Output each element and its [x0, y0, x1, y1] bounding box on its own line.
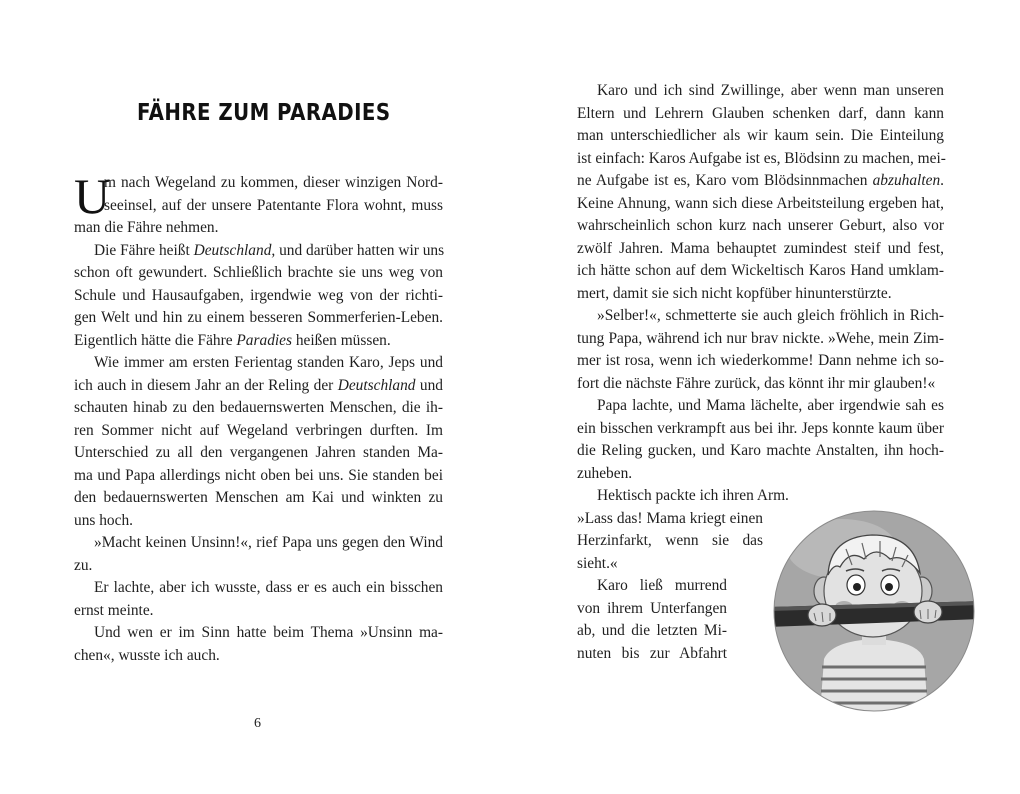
text-span: Unterschied zu all den vergangenen Jahren standen Ma- [74, 444, 443, 461]
text-line [74, 330, 443, 353]
text-span: Karo ließ murrend [597, 577, 727, 594]
text-span: ich auch in diesem Jahr an der Reling der [74, 376, 338, 394]
text-span: ren Sommer nicht auf Wegeland verbringen durften. Im [74, 421, 443, 439]
text-span: ein bisschen verkrampft aus bei ihr. Jeps konnte kaum über [577, 419, 944, 437]
text-span: den bedauernswerten Menschen am Kai und winkten zu [74, 489, 443, 506]
text-span: man unterschiedlicher als wir kaum sein. Die Einteilung [577, 127, 944, 144]
right-page [510, 0, 1020, 794]
text-line [577, 395, 944, 418]
text-line [577, 373, 944, 396]
text-span: Und wen er im Sinn hatte beim Thema »Unsinn ma- [94, 624, 443, 641]
text-line [577, 215, 944, 238]
text-span: ernst meinte. [74, 601, 154, 619]
text-span: . [940, 172, 944, 189]
text-line [577, 305, 944, 328]
text-span: zuheben. [577, 464, 633, 482]
text-span: zu. [74, 556, 93, 574]
text-span: ne Aufgabe ist es, Karo vom Blödsinnmachen [577, 172, 873, 189]
text-span: zwölf Jahren. Mama behauptet zumindest steif und fest, [577, 239, 944, 257]
text-span: von ihrem Unterfangen [577, 599, 727, 617]
italic-text: Paradies [236, 331, 292, 349]
text-span: Er lachte, aber ich wusste, dass er es auch ein bisschen [94, 579, 443, 596]
text-line [74, 465, 443, 488]
text-line [577, 80, 944, 103]
text-span: man die Fähre nehmen. [74, 219, 219, 236]
text-line [577, 530, 763, 553]
text-line [74, 262, 443, 285]
text-line [74, 577, 443, 600]
text-span: Die Fähre heißt [94, 241, 194, 259]
italic-text: Deutschland, [193, 241, 276, 259]
text-line [74, 420, 443, 443]
text-span: ist einfach: Karos Aufgabe ist es, Blödsinn zu machen, mei- [577, 149, 946, 167]
text-span: mert, damit sie sich nicht kopfüber hinunterstürzte. [577, 284, 892, 302]
text-span: Hektisch packte ich ihren Arm. [597, 487, 789, 504]
text-span: Eigentlich hätte die Fähre [74, 331, 237, 349]
text-span: »Selber!«, schmetterte sie auch gleich fröhlich in Rich- [597, 307, 944, 324]
text-line [577, 620, 727, 643]
text-line [74, 442, 443, 465]
text-line [577, 170, 944, 193]
text-line [577, 485, 944, 508]
text-span: die Reling gucken, und Karo machte Anstalten, ihn hoch- [577, 442, 944, 459]
text-span: heißen müssen. [291, 331, 391, 349]
text-line [74, 487, 443, 510]
drop-cap: U [74, 168, 111, 224]
text-line [577, 260, 944, 283]
text-span: ich hätte schon auf dem Wickeltisch Karos Hand umklam- [577, 262, 944, 279]
text-line [577, 148, 944, 171]
text-span: tung Papa, während ich nur brav nickte. »Wehe, mein Zim- [577, 329, 944, 347]
text-span: schauten hinab zu den bedauernswerten Menschen, die ih- [74, 399, 443, 416]
text-span: Keine Ahnung, wann sich diese Arbeitsteilung ergeben hat, [577, 194, 944, 212]
text-line [74, 195, 443, 218]
text-line [577, 193, 944, 216]
text-span: mer ist rosa, wenn ich wiederkomme! Dann nehme ich so- [577, 352, 944, 369]
text-line [74, 555, 443, 578]
left-page-text [74, 168, 445, 667]
text-span: fort die nächste Fähre zurück, das könnt ihr mir glauben!« [577, 374, 936, 392]
text-span: sieht.« [577, 554, 618, 572]
italic-text: abzuhalten [872, 172, 941, 189]
text-line [577, 575, 727, 598]
text-span: und darüber hatten wir uns [275, 241, 445, 259]
text-span: und [415, 376, 444, 394]
text-line [577, 440, 944, 463]
text-span: Papa lachte, und Mama lächelte, aber irgendwie sah es [597, 397, 944, 414]
text-span: Wie immer am ersten Ferientag standen Karo, Jeps und [94, 354, 443, 371]
text-span: »Macht keinen Unsinn!«, rief Papa uns gegen den Wind [94, 534, 443, 551]
text-line [577, 103, 944, 126]
text-span: ab, und die letzten Mi- [577, 622, 727, 639]
text-line [74, 352, 443, 375]
text-span: ma und Papa allerdings nicht oben bei uns. Sie standen bei [74, 466, 443, 484]
text-line [577, 508, 763, 531]
text-line [577, 598, 727, 621]
text-line [74, 397, 443, 420]
text-line [74, 240, 443, 263]
text-line [74, 285, 443, 308]
text-span: Herzinfarkt, wenn sie das [577, 532, 763, 549]
text-span: schon oft gewundert. Schließlich brachte sie uns weg von [74, 264, 443, 281]
text-span: wahrscheinlich schon kurz nach unserer Geburt, also vor [577, 217, 944, 234]
text-line [577, 463, 944, 486]
italic-text: Deutschland [337, 376, 416, 394]
text-span: uns hoch. [74, 511, 133, 529]
text-span: nuten bis zur Abfahrt [577, 644, 727, 662]
text-line [577, 350, 944, 373]
text-line [577, 643, 727, 666]
text-line [74, 645, 443, 668]
text-span: Karo und ich sind Zwillinge, aber wenn man unseren [597, 82, 944, 99]
text-line [74, 307, 443, 330]
text-line [74, 172, 443, 195]
text-line [577, 328, 944, 351]
text-line [74, 532, 443, 555]
boy-at-railing-illustration [772, 509, 977, 714]
text-line [74, 375, 443, 398]
text-span: gen Welt und hin zu einem besseren Sommerferien-Leben. [74, 309, 443, 326]
text-line [74, 510, 443, 533]
text-span: chen«, wusste ich auch. [74, 646, 220, 664]
text-line [577, 553, 763, 576]
text-line [577, 283, 944, 306]
text-line [577, 125, 944, 148]
text-line [74, 622, 443, 645]
text-line [577, 238, 944, 261]
text-span: »Lass das! Mama kriegt einen [577, 509, 763, 527]
chapter-title: FÄHRE ZUM PARADIES [137, 100, 391, 126]
text-line [577, 418, 944, 441]
text-span: m nach Wegeland zu kommen, dieser winzigen Nord- [104, 174, 443, 191]
page-number: 6 [254, 716, 261, 731]
text-line [74, 217, 443, 240]
text-span: Schule und Hausaufgaben, irgendwie weg von der richti- [74, 286, 443, 304]
text-line [74, 600, 443, 623]
text-span: Eltern und Lehrern Glauben schenken darf, dann kann [577, 104, 944, 122]
text-span: seeinsel, auf der unsere Patentante Flora wohnt, muss [104, 196, 443, 214]
